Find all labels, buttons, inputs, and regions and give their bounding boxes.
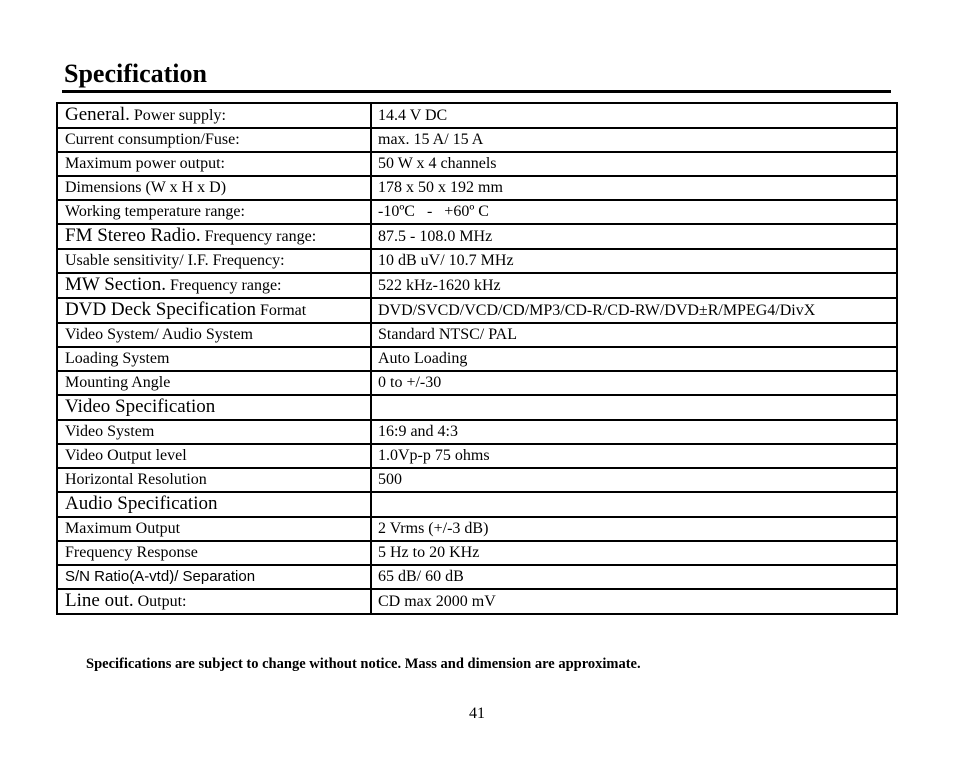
section-heading: Line out.: [65, 590, 134, 611]
spec-label: Maximum power output:: [65, 155, 225, 172]
spec-value: 87.5 - 108.0 MHz: [371, 224, 897, 249]
spec-row: [57, 128, 897, 152]
spec-label: Working temperature range:: [65, 203, 245, 220]
spec-label: Current consumption/Fuse:: [65, 131, 240, 148]
spec-label-cell: [57, 103, 371, 128]
spec-label-cell: [57, 323, 371, 347]
spec-label: Mounting Angle: [65, 374, 171, 391]
spec-label: Horizontal Resolution: [65, 471, 207, 488]
spec-label-cell: [57, 273, 371, 298]
spec-value: 0 to +/-30: [371, 371, 897, 395]
spec-label: Frequency range:: [200, 228, 317, 245]
spec-row: [57, 298, 897, 323]
spec-value: [371, 395, 897, 420]
spec-value: 10 dB uV/ 10.7 MHz: [371, 249, 897, 273]
spec-label: Dimensions (W x H x D): [65, 179, 227, 196]
spec-label: Output:: [133, 593, 187, 610]
spec-row: [57, 492, 897, 517]
section-heading: MW Section.: [65, 274, 166, 295]
spec-label: S/N Ratio(A-vtd)/ Separation: [65, 568, 256, 585]
section-heading: FM Stereo Radio.: [65, 225, 201, 246]
footnote: Specifications are subject to change without notice. Mass and dimension are approximate.: [86, 656, 641, 672]
spec-value: 500: [371, 468, 897, 492]
section-heading: Video Specification: [65, 396, 216, 417]
spec-label-cell: [57, 444, 371, 468]
spec-value: 65 dB/ 60 dB: [371, 565, 897, 589]
section-heading: DVD Deck Specification: [65, 299, 256, 320]
page-number: 41: [469, 705, 485, 722]
spec-label: Power supply:: [129, 107, 226, 124]
spec-label-cell: [57, 128, 371, 152]
spec-value: [371, 492, 897, 517]
spec-row: [57, 468, 897, 492]
spec-label-cell: [57, 200, 371, 224]
spec-label: Frequency range:: [165, 277, 282, 294]
specification-table: [56, 102, 898, 615]
spec-row: [57, 565, 897, 589]
spec-label-cell: [57, 176, 371, 200]
spec-value: 178 x 50 x 192 mm: [371, 176, 897, 200]
spec-label-cell: [57, 298, 371, 323]
spec-row: [57, 589, 897, 614]
spec-row: [57, 152, 897, 176]
spec-label-cell: [57, 347, 371, 371]
spec-label-cell: [57, 541, 371, 565]
spec-row: [57, 444, 897, 468]
spec-row: [57, 420, 897, 444]
spec-label: Frequency Response: [65, 544, 198, 561]
spec-value: 1.0Vp-p 75 ohms: [371, 444, 897, 468]
spec-label: Format: [256, 302, 307, 319]
spec-row: [57, 347, 897, 371]
spec-value: -10ºC - +60º C: [371, 200, 897, 224]
spec-value: 5 Hz to 20 KHz: [371, 541, 897, 565]
spec-label-cell: [57, 589, 371, 614]
spec-label-cell: [57, 565, 371, 589]
spec-row: [57, 395, 897, 420]
spec-row: [57, 323, 897, 347]
spec-label: Maximum Output: [65, 520, 181, 537]
specification-table-body: [57, 103, 897, 614]
spec-value: CD max 2000 mV: [371, 589, 897, 614]
spec-row: [57, 517, 897, 541]
spec-row: [57, 249, 897, 273]
spec-label-cell: [57, 371, 371, 395]
spec-label-cell: [57, 517, 371, 541]
spec-label-cell: [57, 249, 371, 273]
spec-label: Usable sensitivity/ I.F. Frequency:: [65, 252, 285, 269]
title-underline: [62, 90, 891, 93]
spec-label-cell: [57, 395, 371, 420]
spec-row: [57, 224, 897, 249]
page-title: Specification: [64, 59, 207, 88]
spec-label-cell: [57, 420, 371, 444]
spec-value: max. 15 A/ 15 A: [371, 128, 897, 152]
spec-label-cell: [57, 152, 371, 176]
spec-row: [57, 541, 897, 565]
spec-label-cell: [57, 224, 371, 249]
spec-row: [57, 103, 897, 128]
spec-value: 2 Vrms (+/-3 dB): [371, 517, 897, 541]
spec-label: Loading System: [65, 350, 170, 367]
spec-value: 16:9 and 4:3: [371, 420, 897, 444]
spec-label: Video System/ Audio System: [65, 326, 253, 343]
spec-row: [57, 200, 897, 224]
spec-value: 50 W x 4 channels: [371, 152, 897, 176]
spec-value: DVD/SVCD/VCD/CD/MP3/CD-R/CD-RW/DVD±R/MPEG4/DivX: [371, 298, 897, 323]
spec-value: Auto Loading: [371, 347, 897, 371]
section-heading: Audio Specification: [65, 493, 218, 514]
spec-value: 14.4 V DC: [371, 103, 897, 128]
spec-value: Standard NTSC/ PAL: [371, 323, 897, 347]
spec-row: [57, 371, 897, 395]
spec-label-cell: [57, 468, 371, 492]
spec-value: 522 kHz-1620 kHz: [371, 273, 897, 298]
section-heading: General.: [65, 104, 130, 125]
spec-row: [57, 176, 897, 200]
spec-label-cell: [57, 492, 371, 517]
spec-label: Video System: [65, 423, 155, 440]
spec-label: Video Output level: [65, 447, 187, 464]
spec-row: [57, 273, 897, 298]
